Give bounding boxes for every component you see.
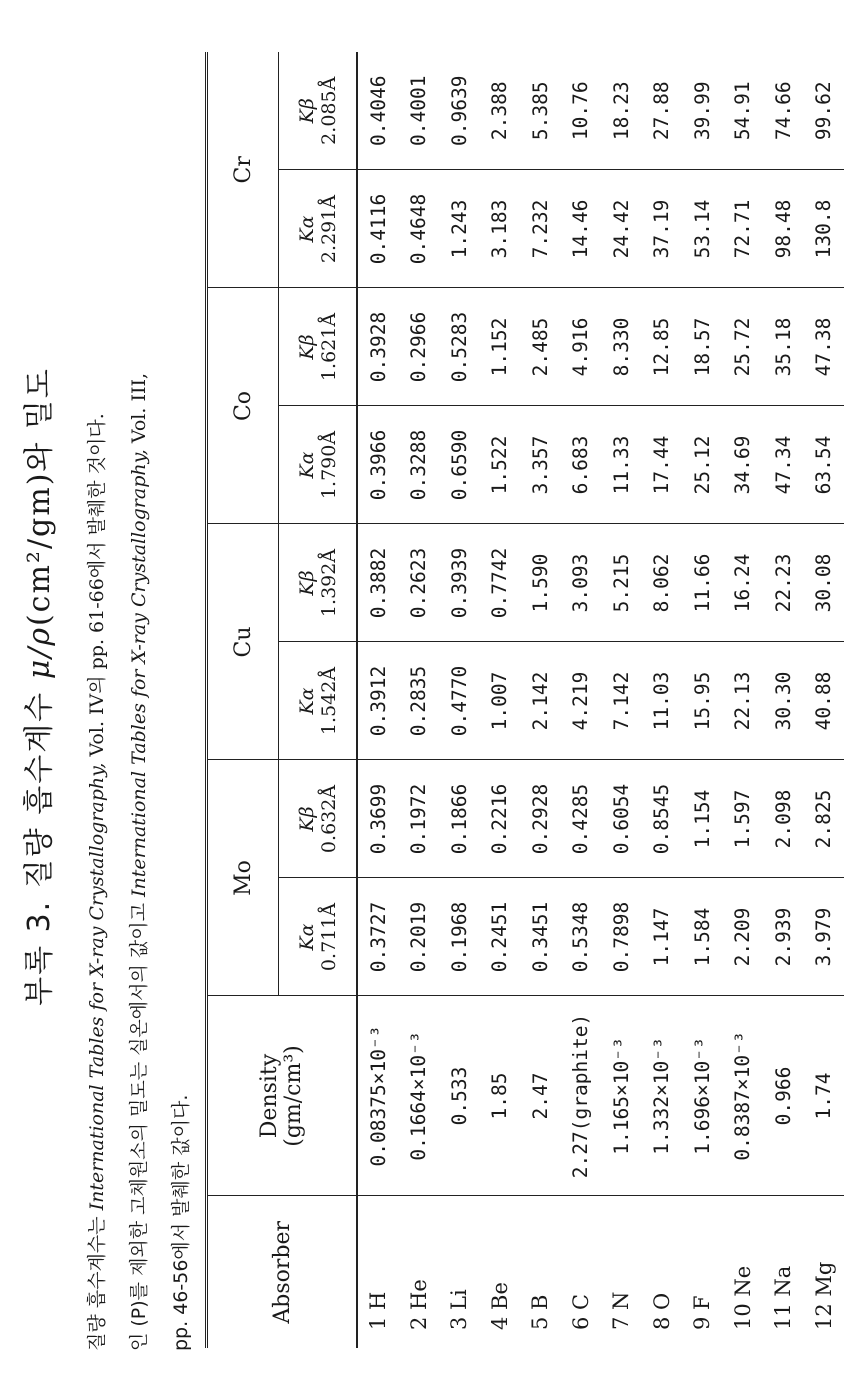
value-cell: 47.38 (804, 288, 844, 406)
value-cell: 53.14 (682, 170, 723, 288)
value-cell: 18.57 (682, 288, 723, 406)
table-row (642, 52, 683, 1348)
value-cell: 98.48 (763, 170, 804, 288)
value-cell: 0.4648 (399, 170, 440, 288)
value-cell: 0.2451 (480, 878, 521, 996)
value-cell: 1.522 (480, 406, 521, 524)
value-cell: 0.8545 (642, 760, 683, 878)
density-cell: 0.533 (439, 996, 480, 1196)
density-header (207, 996, 358, 1196)
value-cell: 130.8 (804, 170, 844, 288)
note-line3: pp. 46-56에서 발췌한 값이다. (170, 1094, 192, 1351)
table-row (723, 52, 764, 1348)
value-cell: 2.485 (520, 288, 561, 406)
value-cell: 3.979 (804, 878, 844, 996)
value-cell: 1.243 (439, 170, 480, 288)
value-cell: 1.007 (480, 642, 521, 760)
value-cell: 2.098 (763, 760, 804, 878)
value-cell: 54.91 (731, 81, 755, 141)
value-cell: 0.2835 (399, 642, 440, 760)
value-cell: 22.13 (723, 642, 764, 760)
value-cell: 34.69 (723, 406, 764, 524)
value-cell: 0.2928 (520, 760, 561, 878)
value-cell: 8.062 (642, 524, 683, 642)
density-label: Density (257, 1053, 282, 1139)
table-row (439, 52, 480, 1348)
title-suffix: 와 밀도 (22, 367, 57, 472)
value-cell: 0.3699 (357, 760, 399, 878)
value-cell: 1.147 (642, 878, 683, 996)
value-cell: 0.3727 (357, 878, 399, 996)
value-cell: 39.99 (690, 81, 714, 141)
note-line2-a: 인 (P)를 제외한 고체원소의 밀도는 실온에서의 값이고 (128, 903, 150, 1351)
table-row (763, 52, 804, 1348)
target-mo: Mo (207, 760, 279, 996)
absorber-cell: 1 H (357, 1196, 399, 1348)
sub-cu-kb: Kβ 1.392Å (279, 524, 358, 642)
absorber-cell: 7 N (601, 1196, 642, 1348)
value-cell: 0.3288 (399, 406, 440, 524)
density-cell: 1.332×10⁻³ (642, 996, 683, 1196)
value-cell: 0.1866 (439, 760, 480, 878)
value-cell: 3.093 (561, 524, 602, 642)
value-cell: 15.95 (682, 642, 723, 760)
density-cell: 0.08375×10⁻³ (357, 996, 399, 1196)
target-co: Co (207, 288, 279, 524)
value-cell: 0.2019 (399, 878, 440, 996)
value-cell: 2.388 (488, 81, 512, 141)
title-prefix: 부록 3. 질량 흡수계수 (22, 690, 57, 1006)
value-cell: 11.33 (601, 406, 642, 524)
note-line-1 (82, 6, 109, 1351)
value-cell: 8.330 (601, 288, 642, 406)
value-cell: 0.2216 (480, 760, 521, 878)
sub-cu-ka: Kα 1.542Å (279, 642, 358, 760)
value-cell: 0.1972 (399, 760, 440, 878)
value-cell: 2.825 (804, 760, 844, 878)
page-title (14, 0, 58, 1373)
value-cell: 1.584 (682, 878, 723, 996)
value-cell: 30.08 (804, 524, 844, 642)
value-cell: 63.54 (804, 406, 844, 524)
absorber-header: Absorber (207, 1196, 358, 1348)
table-row (520, 52, 561, 1348)
value-cell: 0.5283 (439, 288, 480, 406)
absorption-table (205, 52, 844, 1348)
value-cell: 0.4285 (561, 760, 602, 878)
note-line1-b: International Tables for X-ray Crystallography, (86, 762, 108, 1211)
value-cell: 0.1968 (439, 878, 480, 996)
sub-co-ka: Kα 1.790Å (279, 406, 358, 524)
value-cell: 35.18 (763, 288, 804, 406)
value-cell: 18.23 (609, 81, 633, 141)
table-row (804, 52, 844, 1348)
density-cell: 2.27(graphite) (561, 996, 602, 1196)
table-row (682, 52, 723, 1348)
value-cell: 27.88 (650, 81, 674, 141)
value-cell: 37.19 (642, 170, 683, 288)
value-cell: 72.71 (723, 170, 764, 288)
value-cell: 47.34 (763, 406, 804, 524)
sub-cr-kb: Kβ 2.085Å (279, 52, 358, 170)
value-cell: 0.6590 (439, 406, 480, 524)
value-cell: 25.12 (682, 406, 723, 524)
value-cell: 5.385 (528, 81, 552, 141)
value-cell: 1.597 (723, 760, 764, 878)
density-cell: 0.1664×10⁻³ (399, 996, 440, 1196)
value-cell: 1.590 (520, 524, 561, 642)
table-row (399, 52, 440, 1348)
absorber-cell: 3 Li (439, 1196, 480, 1348)
absorber-cell: 11 Na (763, 1196, 804, 1348)
absorber-cell: 9 F (682, 1196, 723, 1348)
value-cell: 16.24 (723, 524, 764, 642)
value-cell: 0.3928 (357, 288, 399, 406)
value-cell: 0.2966 (399, 288, 440, 406)
value-cell: 0.5348 (561, 878, 602, 996)
value-cell: 4.219 (561, 642, 602, 760)
note-line2-c: Vol. III, (128, 372, 150, 444)
value-cell: 0.4116 (357, 170, 399, 288)
value-cell: 5.215 (601, 524, 642, 642)
value-cell: 0.3966 (357, 406, 399, 524)
value-cell: 99.62 (812, 81, 836, 141)
value-cell: 0.3451 (520, 878, 561, 996)
sub-co-kb: Kβ 1.621Å (279, 288, 358, 406)
density-cell: 1.85 (480, 996, 521, 1196)
table-body (357, 52, 844, 1348)
title-units: (cm²/gm) (22, 471, 57, 627)
value-cell: 12.85 (642, 288, 683, 406)
absorber-cell: 5 B (520, 1196, 561, 1348)
value-cell: 0.4046 (366, 75, 390, 146)
value-cell: 1.152 (480, 288, 521, 406)
value-cell: 3.183 (480, 170, 521, 288)
value-cell: 11.66 (682, 524, 723, 642)
note-line-3 (166, 6, 193, 1351)
note-line2-b: International Tables for X-ray Crystallography, (128, 449, 150, 897)
value-cell: 3.357 (520, 406, 561, 524)
table-row (561, 52, 602, 1348)
sub-cr-ka: Kα 2.291Å (279, 170, 358, 288)
value-cell: 7.232 (520, 170, 561, 288)
value-cell: 22.23 (763, 524, 804, 642)
value-cell: 24.42 (601, 170, 642, 288)
title-symbol: μ/ρ (22, 626, 57, 680)
density-cell: 2.47 (520, 996, 561, 1196)
absorber-cell: 2 He (399, 1196, 440, 1348)
value-cell: 2.939 (763, 878, 804, 996)
note-line1-c: Vol. IV의 pp. 61-66에서 발췌한 것이다. (86, 413, 108, 757)
note-line-2 (124, 6, 151, 1351)
value-cell: 10.76 (569, 81, 593, 141)
absorber-cell: 6 C (561, 1196, 602, 1348)
value-cell: 4.916 (561, 288, 602, 406)
density-cell: 0.8387×10⁻³ (723, 996, 764, 1196)
absorber-cell: 4 Be (480, 1196, 521, 1348)
value-cell: 6.683 (561, 406, 602, 524)
absorber-cell: 10 Ne (723, 1196, 764, 1348)
value-cell: 2.209 (723, 878, 764, 996)
density-cell: 0.966 (763, 996, 804, 1196)
value-cell: 0.3939 (439, 524, 480, 642)
density-cell: 1.165×10⁻³ (601, 996, 642, 1196)
value-cell: 1.154 (682, 760, 723, 878)
value-cell: 40.88 (804, 642, 844, 760)
sub-mo-kb: Kβ 0.632Å (279, 760, 358, 878)
value-cell: 7.142 (601, 642, 642, 760)
absorber-cell: 12 Mg (804, 1196, 844, 1348)
value-cell: 0.3882 (357, 524, 399, 642)
density-cell: 1.696×10⁻³ (682, 996, 723, 1196)
value-cell: 17.44 (642, 406, 683, 524)
target-cr: Cr (207, 52, 279, 288)
sub-mo-ka: Kα 0.711Å (279, 878, 358, 996)
table-row (357, 52, 399, 1348)
value-cell: 0.9639 (447, 75, 471, 146)
value-cell: 11.03 (642, 642, 683, 760)
density-unit: (gm/cm³) (281, 1045, 306, 1147)
value-cell: 74.66 (771, 81, 795, 141)
note-line1-a: 질량 흡수계수는 (86, 1216, 108, 1351)
table-row (480, 52, 521, 1348)
value-cell: 0.4770 (439, 642, 480, 760)
density-cell: 1.74 (804, 996, 844, 1196)
target-cu: Cu (207, 524, 279, 760)
value-cell: 2.142 (520, 642, 561, 760)
table-row (601, 52, 642, 1348)
value-cell: 0.7898 (601, 878, 642, 996)
value-cell: 0.7742 (480, 524, 521, 642)
value-cell: 0.2623 (399, 524, 440, 642)
value-cell: 14.46 (561, 170, 602, 288)
value-cell: 0.4001 (407, 75, 431, 146)
value-cell: 25.72 (723, 288, 764, 406)
absorber-cell: 8 O (642, 1196, 683, 1348)
value-cell: 0.3912 (357, 642, 399, 760)
value-cell: 30.30 (763, 642, 804, 760)
value-cell: 0.6054 (601, 760, 642, 878)
